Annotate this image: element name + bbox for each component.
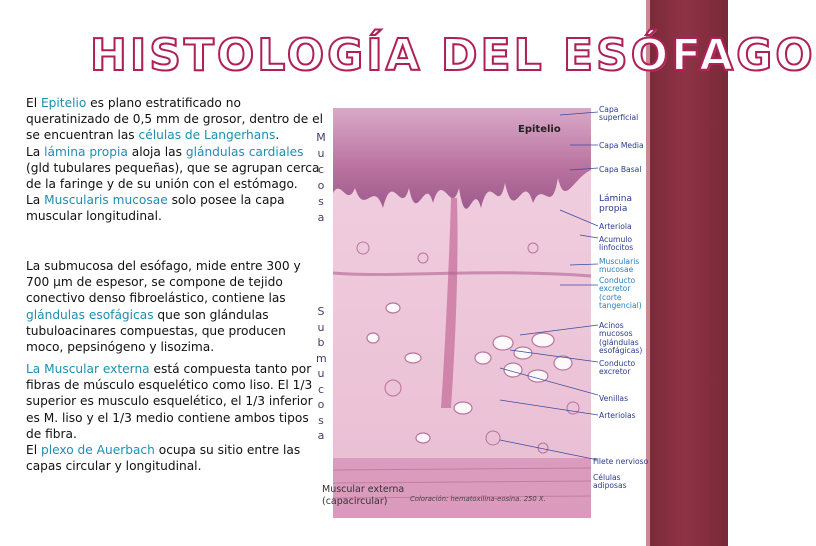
label-mucosa-vertical: M u c o s a [316, 131, 326, 224]
label-venillas: Venillas [599, 394, 629, 403]
label-acinos-mucosos: Acinos mucosos (glándulas esofágicas) [599, 321, 643, 356]
label-submucosa-vertical: S u b m u c o s a [316, 305, 327, 442]
label-acumulo-linfocitos: Acumulo linfocitos [599, 235, 634, 253]
label-capa-media: Capa Media [599, 141, 644, 150]
term-muscularis: Muscularis mucosae [44, 193, 168, 208]
term-lamina-propia: lámina propia [44, 144, 128, 159]
label-muscularis-mucosae: Muscularis mucosae [599, 257, 640, 275]
caption-staining: Coloración: hematoxilina-eosina. 250 X. [410, 495, 546, 503]
label-arteriola: Arteriola [599, 222, 632, 231]
label-conducto-excretor-tangencial: Conducto excretor (corte tangencial) [599, 276, 642, 311]
term-plexo-auerbach: plexo de Auerbach [40, 443, 155, 458]
term-glandulas-esofagicas: glándulas esofágicas [26, 307, 154, 322]
label-capa-basal: Capa Basal [599, 165, 642, 174]
term-muscular-externa: La Muscular externa [26, 362, 150, 376]
paragraph-mucosa: El Epitelio es plano estratificado no queratinizado de 0,5 mm de grosor, dentro de el se encuentran las células de Langerhans. La lámina propia aloja las glándulas cardiales (gld tubulares pequeñas), que se agrupan cerca de la faringe y de su unión con el estómago. La Muscularis mucosae solo posee la capa muscular longitudinal. [26, 96, 324, 224]
label-filete-nervioso: Filete nervioso [593, 457, 649, 466]
label-conducto-excretor: Conducto excretor [599, 359, 636, 377]
paragraph-submucosa: La submucosa del esófago, mide entre 300 y 700 µm de espesor, se compone de tejido conectivo denso fibroelástico, contiene las glándulas esofágicas que son glándulas tubuloacinares compuestas, que producen moco, pepsinógeno y lisozima. [26, 259, 301, 355]
label-capa-superficial: Capa superficial [599, 105, 639, 123]
term-langerhans: células de Langerhans [138, 128, 276, 143]
caption-muscular-externa: Muscular externa (capacircular) [322, 484, 405, 507]
slide-title: HISTOLOGÍA DEL ESÓFAGO [90, 30, 816, 81]
term-glandulas-cardiales: glándulas cardiales [185, 144, 304, 159]
paragraph-muscular-externa: La Muscular externa está compuesta tanto por fibras de músculo esquelético como liso. El 1/3 superior es musculo esquelético, el 1/3 inferior es M. liso y el 1/3 medio contiene ambos tipos de fibra. El plexo de Auerbach ocupa su sitio entre las capas circular y longitudinal. [26, 362, 313, 474]
label-epitelio: Epitelio [518, 124, 561, 135]
label-arteriolas: Arteriolas [599, 411, 636, 420]
term-epitelio: Epitelio [40, 96, 87, 110]
right-decorative-bar [650, 0, 728, 546]
label-celulas-adiposas: Células adiposas [593, 473, 627, 491]
label-lamina-propia: Lámina propia [599, 194, 633, 214]
label-leader-lines [500, 100, 600, 490]
